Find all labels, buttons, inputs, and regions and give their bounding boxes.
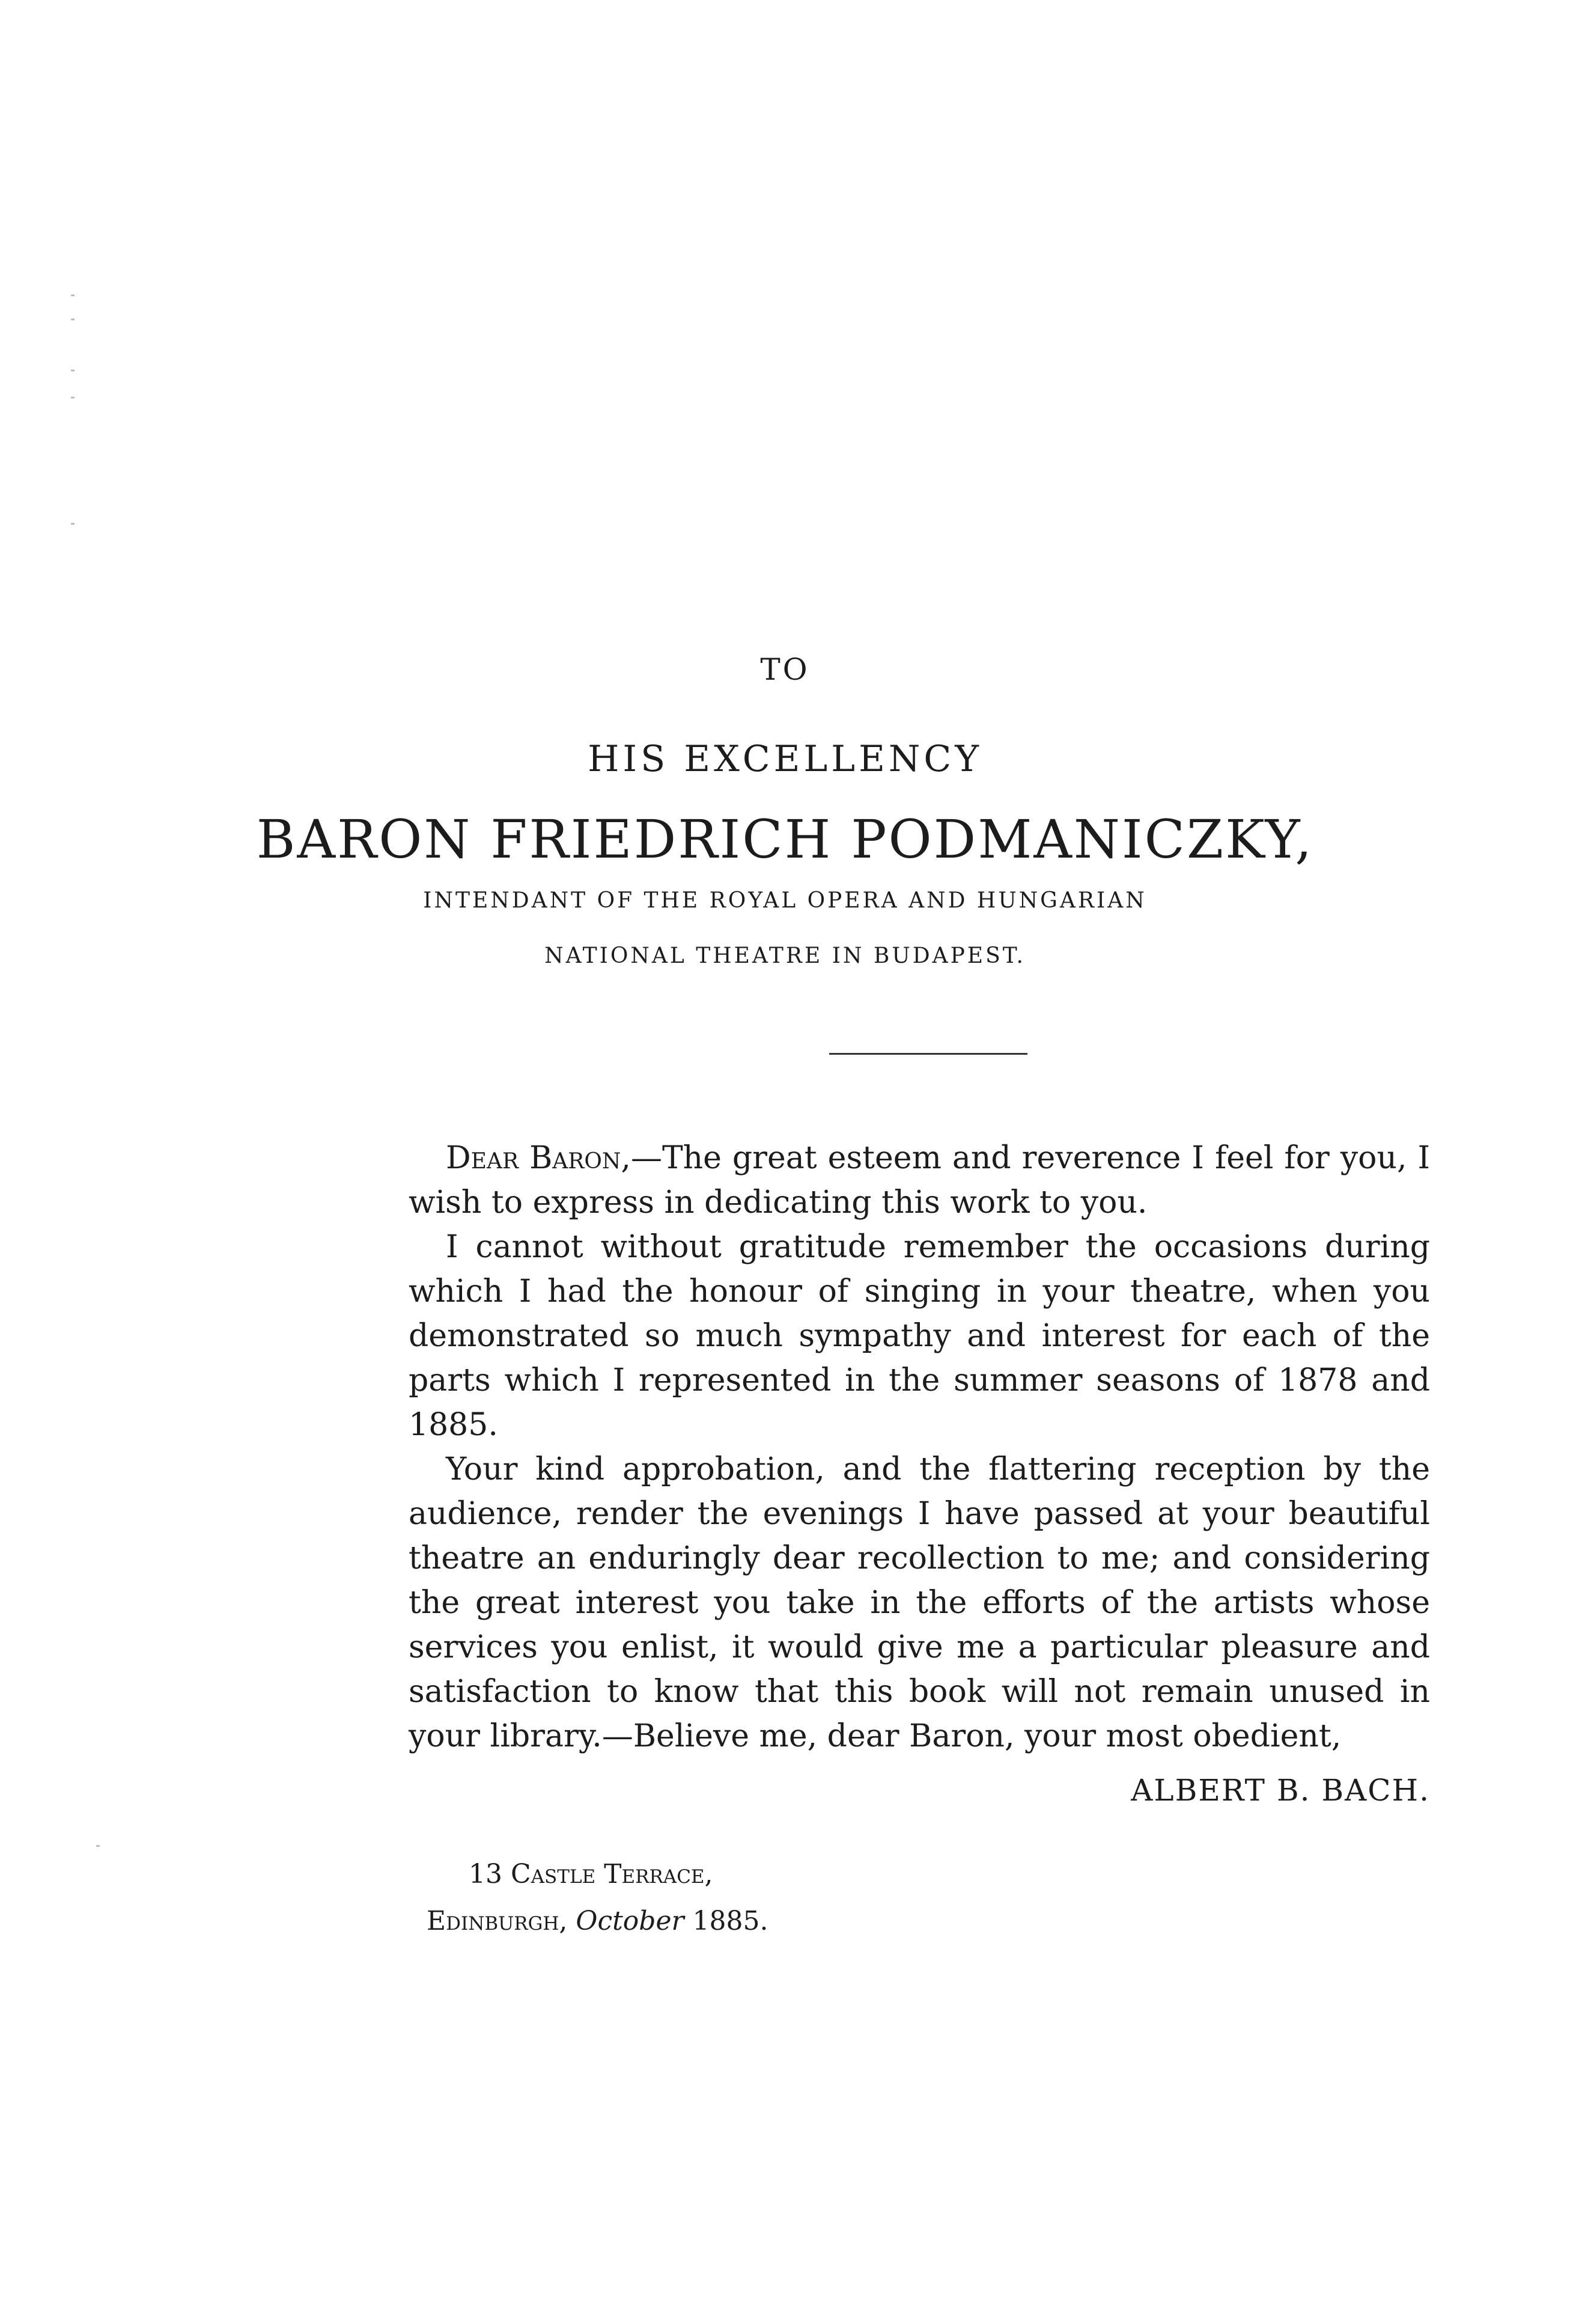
salutation: Dear Baron, (446, 1140, 631, 1176)
section-divider (829, 1053, 1027, 1055)
dedication-letter (409, 1136, 1430, 1758)
address-year: 1885. (692, 1906, 768, 1936)
signature: ALBERT B. BACH. (1131, 1773, 1430, 1808)
address-month: October (576, 1906, 684, 1936)
letter-paragraph-3: Your kind approbation, and the flattering reception by the audience, render the evenings I have passed at your beautiful theatre an enduringly dear recollection to me; and considering the great interest you take in the efforts of the artists whose services you enlist, it would give me a particular pleasure and satisfaction to know that this book will not remain unused in your library.—Believe me, dear Baron, your most obedient, (409, 1451, 1430, 1754)
dedication-to: TO (760, 652, 810, 687)
address-block (427, 1851, 768, 1945)
letter-paragraph-2: I cannot without gratitude remember the occasions during which I had the honour of singing in your theatre, when you demonstrated so much sympathy and interest for each of the parts which I represented in the summer seasons of 1878 and 1885. (409, 1229, 1430, 1443)
dedicatee-title-line2: NATIONAL THEATRE IN BUDAPEST. (544, 944, 1026, 968)
dedication-excellency: HIS EXCELLENCY (588, 738, 982, 780)
address-place-date (427, 1898, 768, 1945)
dedicatee-name: BARON FRIEDRICH PODMANICZKY, (256, 808, 1314, 870)
letter-paragraph-1-text: —The great esteem and reverence I feel for you, I wish to express in dedicating this work to you. (409, 1140, 1431, 1221)
dedicatee-title-line1: INTENDANT OF THE ROYAL OPERA AND HUNGARIAN (423, 888, 1147, 913)
address-street: 13 Castle Terrace, (469, 1859, 713, 1889)
letter-paragraph-1 (409, 1136, 1430, 1225)
address-city: Edinburgh, (427, 1906, 568, 1936)
